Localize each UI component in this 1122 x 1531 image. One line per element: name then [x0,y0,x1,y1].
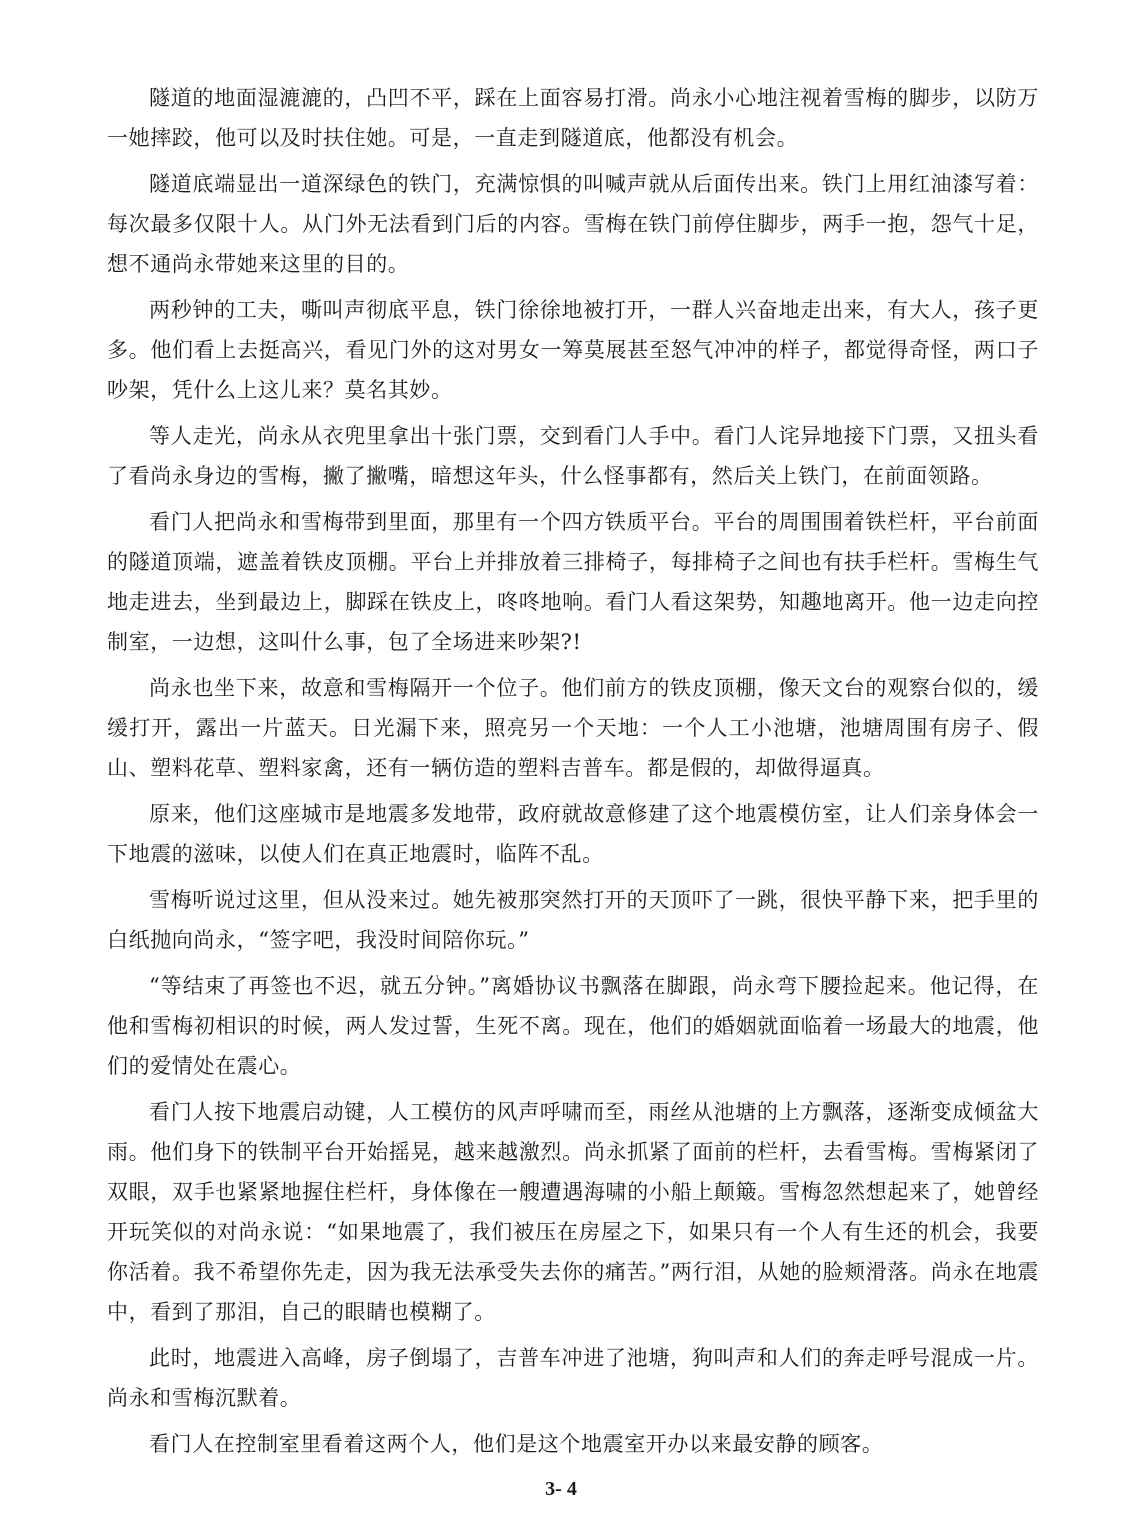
paragraph-1: 隧道的地面湿漉漉的，凸凹不平，踩在上面容易打滑。尚永小心地注视着雪梅的脚步，以防万一她摔跤，他可以及时扶住她。可是，一直走到隧道底，他都没有机会。 [107,86,1039,150]
paragraph-10: 看门人按下地震启动键，人工模仿的风声呼啸而至，雨丝从池塘的上方飘落，逐渐变成倾盆大雨。他们身下的铁制平台开始摇晃，越来越激烈。尚永抓紧了面前的栏杆，去看雪梅。雪梅紧闭了双眼，双手也紧紧地握住栏杆，身体像在一艘遭遇海啸的小船上颠簸。雪梅忽然想起来了，她曾经开玩笑似的对尚永说：“如果地震了，我们被压在房屋之下，如果只有一个人有生还的机会，我要你活着。我不希望你先走，因为我无法承受失去你的痛苦。”两行泪，从她的脸颊滑落。尚永在地震中，看到了那泪，自己的眼睛也模糊了。 [107,1100,1039,1324]
paragraph-3: 两秒钟的工夫，嘶叫声彻底平息，铁门徐徐地被打开，一群人兴奋地走出来，有大人，孩子更多。他们看上去挺高兴，看见门外的这对男女一筹莫展甚至怒气冲冲的样子，都觉得奇怪，两口子吵架，凭什么上这儿来？莫名其妙。 [107,298,1039,402]
paragraph-11: 此时，地震进入高峰，房子倒塌了，吉普车冲进了池塘，狗叫声和人们的奔走呼号混成一片。尚永和雪梅沉默着。 [107,1346,1039,1410]
page-number: 3- 4 [545,1478,577,1500]
paragraph-9: “等结束了再签也不迟，就五分钟。”离婚协议书飘落在脚跟，尚永弯下腰捡起来。他记得，在他和雪梅初相识的时候，两人发过誓，生死不离。现在，他们的婚姻就面临着一场最大的地震，他们的爱情处在震心。 [107,974,1039,1078]
paragraph-5: 看门人把尚永和雪梅带到里面，那里有一个四方铁质平台。平台的周围围着铁栏杆，平台前面的隧道顶端，遮盖着铁皮顶棚。平台上并排放着三排椅子，每排椅子之间也有扶手栏杆。雪梅生气地走进去，坐到最边上，脚踩在铁皮上，咚咚地响。看门人看这架势，知趣地离开。他一边走向控制室，一边想，这叫什么事，包了全场进来吵架?! [107,510,1039,654]
paragraph-8: 雪梅听说过这里，但从没来过。她先被那突然打开的天顶吓了一跳，很快平静下来，把手里的白纸抛向尚永，“签字吧，我没时间陪你玩。” [107,888,1039,952]
paragraph-6: 尚永也坐下来，故意和雪梅隔开一个位子。他们前方的铁皮顶棚，像天文台的观察台似的，缓缓打开，露出一片蓝天。日光漏下来，照亮另一个天地：一个人工小池塘，池塘周围有房子、假山、塑料花草、塑料家禽，还有一辆仿造的塑料吉普车。都是假的，却做得逼真。 [107,676,1039,780]
paragraph-4: 等人走光，尚永从衣兜里拿出十张门票，交到看门人手中。看门人诧异地接下门票，又扭头看了看尚永身边的雪梅，撇了撇嘴，暗想这年头，什么怪事都有，然后关上铁门，在前面领路。 [107,424,1039,488]
paragraph-12: 看门人在控制室里看着这两个人，他们是这个地震室开办以来最安静的顾客。 [149,1432,884,1456]
document-body [107,78,1039,1470]
paragraph-7: 原来，他们这座城市是地震多发地带，政府就故意修建了这个地震模仿室，让人们亲身体会一下地震的滋味，以使人们在真正地震时，临阵不乱。 [107,802,1039,866]
paragraph-2: 隧道底端显出一道深绿色的铁门，充满惊惧的叫喊声就从后面传出来。铁门上用红油漆写着：每次最多仅限十人。从门外无法看到门后的内容。雪梅在铁门前停住脚步，两手一抱，怨气十足，想不通尚永带她来这里的目的。 [107,172,1039,276]
